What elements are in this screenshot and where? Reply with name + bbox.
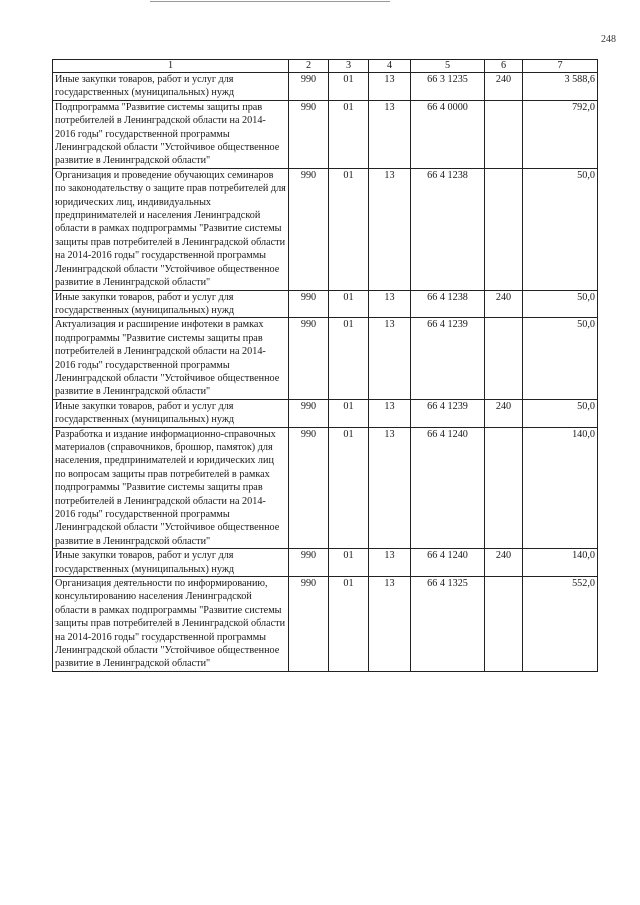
column-header: 5 bbox=[411, 60, 485, 73]
row-name: Иные закупки товаров, работ и услуг для государственных (муниципальных) нужд bbox=[53, 290, 289, 318]
row-c3: 01 bbox=[329, 100, 369, 168]
row-c5: 66 4 1238 bbox=[411, 168, 485, 290]
row-amount: 792,0 bbox=[523, 100, 598, 168]
row-c6 bbox=[485, 577, 523, 672]
row-c4: 13 bbox=[369, 73, 411, 101]
table-row bbox=[53, 168, 598, 290]
row-c4: 13 bbox=[369, 168, 411, 290]
row-c5: 66 4 1240 bbox=[411, 549, 485, 577]
row-c3: 01 bbox=[329, 577, 369, 672]
column-header: 1 bbox=[53, 60, 289, 73]
row-c2: 990 bbox=[289, 549, 329, 577]
row-amount: 50,0 bbox=[523, 399, 598, 427]
row-c5: 66 4 1239 bbox=[411, 399, 485, 427]
row-c2: 990 bbox=[289, 100, 329, 168]
row-name: Иные закупки товаров, работ и услуг для государственных (муниципальных) нужд bbox=[53, 549, 289, 577]
row-name: Организация деятельности по информированию, консультированию населения Ленинградской области в рамках подпрограммы "Развитие системы защиты прав потребителей в Ленинградской области на 2014-2016 годы" государственной программы Ленинградской области "Устойчивое общественное развитие в Ленинградской области" bbox=[53, 577, 289, 672]
row-c4: 13 bbox=[369, 100, 411, 168]
row-amount: 140,0 bbox=[523, 549, 598, 577]
table-row bbox=[53, 577, 598, 672]
row-c4: 13 bbox=[369, 577, 411, 672]
row-c5: 66 3 1235 bbox=[411, 73, 485, 101]
row-name: Подпрограмма "Развитие системы защиты прав потребителей в Ленинградской области на 2014-2016 годы" государственной программы Ленинградской области "Устойчивое общественное развитие в Ленинградской области" bbox=[53, 100, 289, 168]
row-c4: 13 bbox=[369, 427, 411, 549]
row-amount: 552,0 bbox=[523, 577, 598, 672]
row-c6: 240 bbox=[485, 399, 523, 427]
row-c2: 990 bbox=[289, 577, 329, 672]
column-header: 4 bbox=[369, 60, 411, 73]
budget-table bbox=[52, 59, 598, 672]
row-c4: 13 bbox=[369, 549, 411, 577]
row-c6 bbox=[485, 318, 523, 399]
table-row bbox=[53, 290, 598, 318]
row-c3: 01 bbox=[329, 168, 369, 290]
row-amount: 50,0 bbox=[523, 290, 598, 318]
table-row bbox=[53, 399, 598, 427]
page-number: 248 bbox=[601, 34, 616, 45]
table-row bbox=[53, 318, 598, 399]
column-header: 2 bbox=[289, 60, 329, 73]
row-c3: 01 bbox=[329, 549, 369, 577]
table-row bbox=[53, 427, 598, 549]
row-c3: 01 bbox=[329, 290, 369, 318]
row-c5: 66 4 0000 bbox=[411, 100, 485, 168]
row-name: Организация и проведение обучающих семинаров по законодательству о защите прав потребителей для юридических лиц, индивидуальных предпринимателей и населения Ленинградской области в рамках подпрограммы "Развитие системы защиты прав потребителей в Ленинградской области на 2014-2016 годы" государственной программы Ленинградской области "Устойчивое общественное развитие в Ленинградской области" bbox=[53, 168, 289, 290]
row-amount: 50,0 bbox=[523, 318, 598, 399]
row-c2: 990 bbox=[289, 427, 329, 549]
row-c4: 13 bbox=[369, 290, 411, 318]
scan-top-line bbox=[150, 1, 390, 2]
row-c3: 01 bbox=[329, 318, 369, 399]
row-name: Иные закупки товаров, работ и услуг для государственных (муниципальных) нужд bbox=[53, 73, 289, 101]
column-header: 7 bbox=[523, 60, 598, 73]
row-c6: 240 bbox=[485, 73, 523, 101]
row-c5: 66 4 1240 bbox=[411, 427, 485, 549]
row-c6: 240 bbox=[485, 290, 523, 318]
row-amount: 50,0 bbox=[523, 168, 598, 290]
row-name: Иные закупки товаров, работ и услуг для государственных (муниципальных) нужд bbox=[53, 399, 289, 427]
table-header-row bbox=[53, 60, 598, 73]
row-c3: 01 bbox=[329, 427, 369, 549]
row-c4: 13 bbox=[369, 399, 411, 427]
column-header: 3 bbox=[329, 60, 369, 73]
row-c6 bbox=[485, 100, 523, 168]
row-c3: 01 bbox=[329, 73, 369, 101]
row-c6: 240 bbox=[485, 549, 523, 577]
table-row bbox=[53, 549, 598, 577]
row-amount: 140,0 bbox=[523, 427, 598, 549]
row-c2: 990 bbox=[289, 73, 329, 101]
row-c5: 66 4 1239 bbox=[411, 318, 485, 399]
row-c5: 66 4 1325 bbox=[411, 577, 485, 672]
row-c3: 01 bbox=[329, 399, 369, 427]
row-c6 bbox=[485, 168, 523, 290]
row-c2: 990 bbox=[289, 290, 329, 318]
table-row bbox=[53, 100, 598, 168]
row-c4: 13 bbox=[369, 318, 411, 399]
row-c2: 990 bbox=[289, 399, 329, 427]
row-c2: 990 bbox=[289, 318, 329, 399]
table-row bbox=[53, 73, 598, 101]
row-name: Актуализация и расширение инфотеки в рамках подпрограммы "Развитие системы защиты прав потребителей в Ленинградской области на 2014-2016 годы" государственной программы Ленинградской области "Устойчивое общественное развитие в Ленинградской области" bbox=[53, 318, 289, 399]
row-c5: 66 4 1238 bbox=[411, 290, 485, 318]
column-header: 6 bbox=[485, 60, 523, 73]
row-amount: 3 588,6 bbox=[523, 73, 598, 101]
row-name: Разработка и издание информационно-справочных материалов (справочников, брошюр, памяток) для населения, предпринимателей и юридических лиц по вопросам защиты прав потребителей в рамках подпрограммы "Развитие системы защиты прав потребителей в Ленинградской области на 2014-2016 годы" государственной программы Ленинградской области "Устойчивое общественное развитие в Ленинградской области" bbox=[53, 427, 289, 549]
row-c2: 990 bbox=[289, 168, 329, 290]
row-c6 bbox=[485, 427, 523, 549]
